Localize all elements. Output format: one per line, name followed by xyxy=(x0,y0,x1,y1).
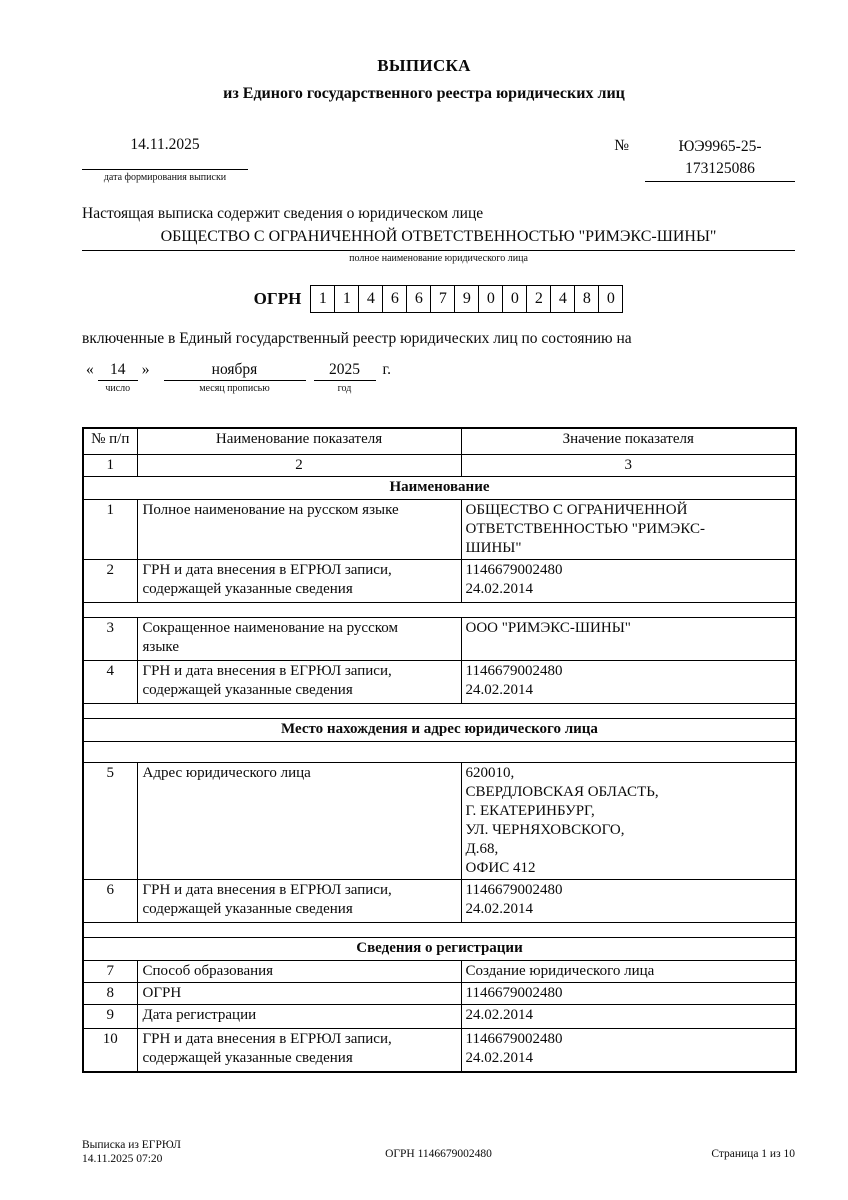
state-date-year: 2025 xyxy=(314,359,376,381)
ogrn-digit-box: 7 xyxy=(431,285,455,313)
table-row xyxy=(83,617,796,660)
footer-left-block xyxy=(82,1138,312,1166)
ogrn-digit-box: 8 xyxy=(575,285,599,313)
spacer-row xyxy=(83,703,796,718)
state-date-day: 14 xyxy=(98,359,138,381)
row-number-cell: 5 xyxy=(83,762,137,879)
ogrn-row xyxy=(82,285,795,313)
indicator-value-cell: 1146679002480 24.02.2014 xyxy=(461,1028,796,1072)
ogrn-digit-box: 9 xyxy=(455,285,479,313)
ogrn-label: ОГРН xyxy=(253,289,302,308)
row-number-cell: 7 xyxy=(83,960,137,982)
ogrn-digit-boxes xyxy=(310,285,623,313)
year-suffix: г. xyxy=(382,361,391,378)
document-subtitle: из Единого государственного реестра юридических лиц xyxy=(223,85,625,102)
col-number: 1 xyxy=(83,454,137,476)
spacer-row xyxy=(83,741,796,762)
quote-open: « xyxy=(86,361,94,378)
indicator-name-cell: ГРН и дата внесения в ЕГРЮЛ записи, содержащей указанные сведения xyxy=(137,879,461,922)
indicator-value-cell: 1146679002480 24.02.2014 xyxy=(461,559,796,602)
table-row xyxy=(83,879,796,922)
row-number-cell: 6 xyxy=(83,879,137,922)
state-date-row xyxy=(82,359,795,394)
ogrn-digit-box: 6 xyxy=(407,285,431,313)
indicator-value-cell: 620010, СВЕРДЛОВСКАЯ ОБЛАСТЬ, Г. ЕКАТЕРИНБУРГ, УЛ. ЧЕРНЯХОВСКОГО, Д.68, ОФИС 412 xyxy=(461,762,796,879)
indicator-value-cell: 1146679002480 xyxy=(461,982,796,1004)
indicator-value-cell: ООО "РИМЭКС-ШИНЫ" xyxy=(461,617,796,660)
header-col-name: Наименование показателя xyxy=(137,428,461,454)
company-name-block xyxy=(82,228,795,264)
section-title: Сведения о регистрации xyxy=(83,937,796,960)
state-date-month: ноября xyxy=(164,359,306,381)
indicator-value-cell: 24.02.2014 xyxy=(461,1004,796,1028)
ogrn-digit-box: 0 xyxy=(599,285,623,313)
table-row xyxy=(83,660,796,703)
column-numbers-row xyxy=(83,454,796,476)
state-date-year-caption: год xyxy=(337,383,352,394)
col-number: 2 xyxy=(137,454,461,476)
company-name: ОБЩЕСТВО С ОГРАНИЧЕННОЙ ОТВЕТСТВЕННОСТЬЮ "РИМЭКС-ШИНЫ" xyxy=(82,228,795,251)
table-header-row xyxy=(83,428,796,454)
footer-timestamp: 14.11.2025 07:20 xyxy=(82,1153,163,1165)
indicator-name-cell: Способ образования xyxy=(137,960,461,982)
indicator-name-cell: ГРН и дата внесения в ЕГРЮЛ записи, содержащей указанные сведения xyxy=(137,1028,461,1072)
row-number-cell: 8 xyxy=(83,982,137,1004)
section-title: Место нахождения и адрес юридического лица xyxy=(83,718,796,741)
state-date-month-caption: месяц прописью xyxy=(199,383,270,394)
extract-number-line1: ЮЭ9965-25- xyxy=(678,138,762,155)
table-row xyxy=(83,1028,796,1072)
indicator-value-cell: 1146679002480 24.02.2014 xyxy=(461,660,796,703)
intro-line: Настоящая выписка содержит сведения о юридическом лице xyxy=(82,205,484,222)
quote-close: » xyxy=(141,361,150,378)
state-date-day-field xyxy=(98,359,138,394)
indicator-value-cell: Создание юридического лица xyxy=(461,960,796,982)
ogrn-digit-box: 6 xyxy=(383,285,407,313)
table-row xyxy=(83,762,796,879)
extract-date: 14.11.2025 xyxy=(82,136,248,170)
section-row xyxy=(83,937,796,960)
indicator-value-cell: 1146679002480 24.02.2014 xyxy=(461,879,796,922)
row-number-cell: 3 xyxy=(83,617,137,660)
row-number-cell: 4 xyxy=(83,660,137,703)
table-row xyxy=(83,559,796,602)
table-row xyxy=(83,982,796,1004)
footer-doc-type: Выписка из ЕГРЮЛ xyxy=(82,1139,181,1151)
document-content xyxy=(82,136,795,1073)
section-row xyxy=(83,476,796,499)
state-date-month-field xyxy=(164,359,306,394)
extract-date-block xyxy=(82,136,248,183)
ogrn-digit-box: 4 xyxy=(359,285,383,313)
row-number-cell: 1 xyxy=(83,499,137,559)
col-number: 3 xyxy=(461,454,796,476)
ogrn-digit-box: 2 xyxy=(527,285,551,313)
table-row xyxy=(83,1004,796,1028)
document-title: ВЫПИСКА xyxy=(377,56,471,75)
indicator-name-cell: ГРН и дата внесения в ЕГРЮЛ записи, содержащей указанные сведения xyxy=(137,559,461,602)
ogrn-digit-box: 0 xyxy=(479,285,503,313)
footer-ogrn: ОГРН 1146679002480 xyxy=(385,1148,492,1160)
indicator-name-cell: Дата регистрации xyxy=(137,1004,461,1028)
row-number-cell: 2 xyxy=(83,559,137,602)
ogrn-digit-box: 1 xyxy=(335,285,359,313)
company-name-caption: полное наименование юридического лица xyxy=(349,253,528,264)
header-meta-row xyxy=(82,136,795,183)
included-line: включенные в Единый государственный реестр юридических лиц по состоянию на xyxy=(82,330,632,347)
extract-number-line2: 173125086 xyxy=(685,160,755,177)
extract-number-block xyxy=(614,136,795,183)
section-title: Наименование xyxy=(83,476,796,499)
footer-page-number: Страница 1 из 10 xyxy=(711,1148,795,1160)
indicator-name-cell: Полное наименование на русском языке xyxy=(137,499,461,559)
spacer-row xyxy=(83,922,796,937)
indicator-value-cell: ОБЩЕСТВО С ОГРАНИЧЕННОЙ ОТВЕТСТВЕННОСТЬЮ "РИМЭКС- ШИНЫ" xyxy=(461,499,796,559)
extract-number xyxy=(645,136,795,182)
section-row xyxy=(83,718,796,741)
state-date-day-caption: число xyxy=(105,383,131,394)
details-table xyxy=(82,427,797,1073)
number-sign: № xyxy=(614,137,629,154)
page-footer xyxy=(82,1138,795,1166)
row-number-cell: 10 xyxy=(83,1028,137,1072)
header-col-num: № п/п xyxy=(83,428,137,454)
spacer-row xyxy=(83,602,796,617)
extract-date-caption: дата формирования выписки xyxy=(103,172,227,183)
ogrn-digit-box: 4 xyxy=(551,285,575,313)
state-date-year-field xyxy=(314,359,376,394)
indicator-name-cell: ГРН и дата внесения в ЕГРЮЛ записи, содержащей указанные сведения xyxy=(137,660,461,703)
indicator-name-cell: Адрес юридического лица xyxy=(137,762,461,879)
header-col-value: Значение показателя xyxy=(461,428,796,454)
ogrn-digit-box: 0 xyxy=(503,285,527,313)
table-row xyxy=(83,960,796,982)
ogrn-digit-box: 1 xyxy=(310,285,335,313)
row-number-cell: 9 xyxy=(83,1004,137,1028)
indicator-name-cell: Сокращенное наименование на русском языке xyxy=(137,617,461,660)
indicator-name-cell: ОГРН xyxy=(137,982,461,1004)
table-row xyxy=(83,499,796,559)
